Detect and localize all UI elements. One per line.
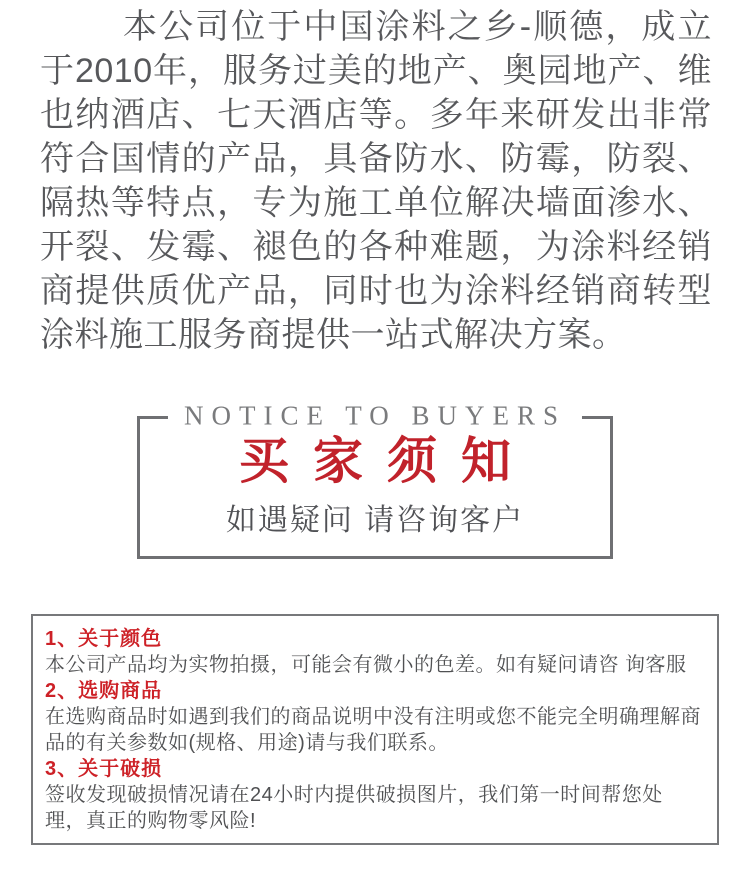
product-description-page xyxy=(0,5,750,881)
company-intro-paragraph: 本公司位于中国涂料之乡-顺德，成立于2010年，服务过美的地产、奥园地产、维也纳酒店、七天酒店等。多年来研发出非常符合国情的产品，具备防水、防霉，防裂、隔热等特点，专为施工单位解决墙面渗水、开裂、发霉、褪色的各种难题，为涂料经销商提供质优产品，同时也为涂料经销商转型涂料施工服务商提供一站式解决方案。 xyxy=(40,8,712,354)
term-title-about-color: 1、关于颜色 xyxy=(45,628,163,650)
term-title-selecting-goods: 2、选购商品 xyxy=(45,680,163,702)
term-body-about-color: 本公司产品均为实物拍摄，可能会有微小的色差。如有疑问请咨 询客服 xyxy=(45,654,687,676)
term-title-about-damage: 3、关于破损 xyxy=(45,758,163,780)
term-body-selecting-goods: 在选购商品时如遇到我们的商品说明中没有注明或您不能完全明确理解商品的有关参数如(规格、用途)请与我们联系。 xyxy=(45,706,701,754)
notice-english-title: NOTICE TO BUYERS xyxy=(168,401,582,432)
term-body-about-damage: 签收发现破损情况请在24小时内提供破损图片，我们第一时间帮您处理，真正的购物零风险! xyxy=(45,784,663,832)
buyer-notice-banner xyxy=(137,400,613,559)
notice-subtitle: 如遇疑问 请咨询客户 xyxy=(225,504,525,537)
notice-chinese-title: 买家须知 xyxy=(239,433,535,489)
buyer-terms-box xyxy=(31,614,719,845)
